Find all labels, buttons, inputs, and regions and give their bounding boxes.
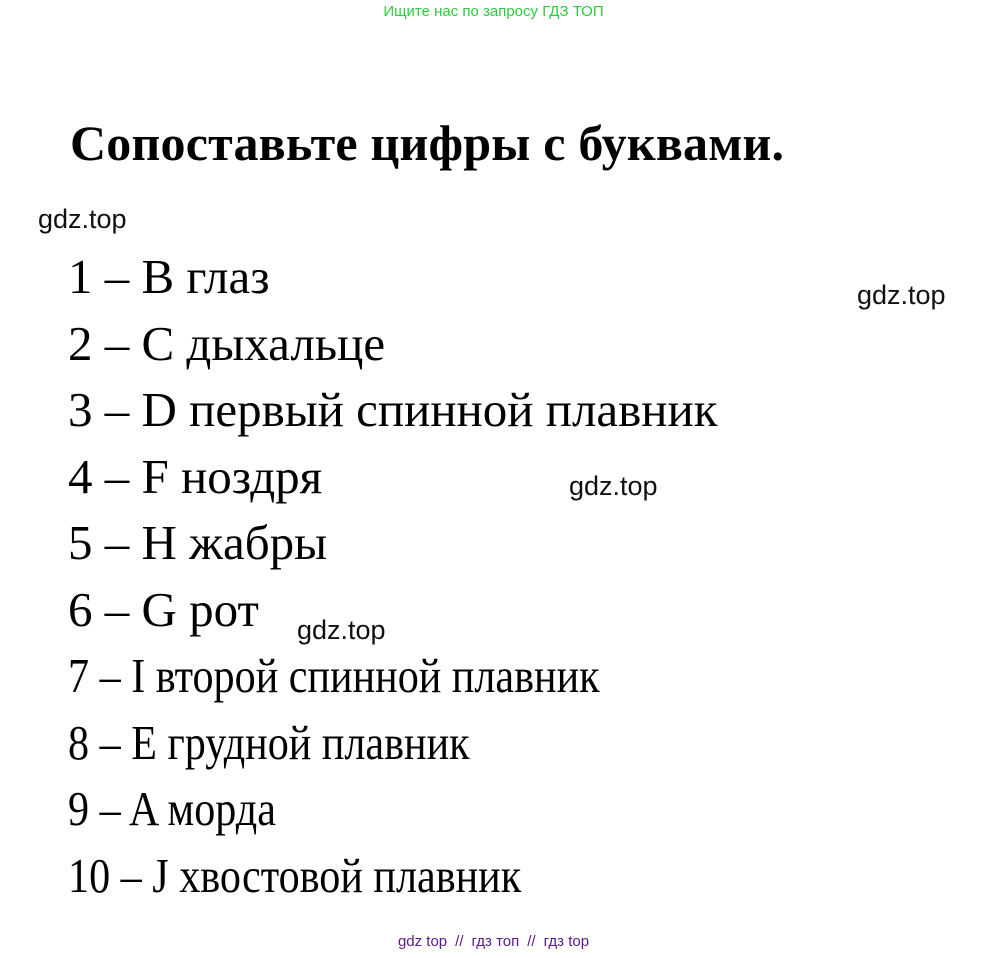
answer-item-5: 5 – H жабры [68,515,328,570]
answer-item-4: 4 – F ноздря [68,448,323,504]
footer-links [0,932,987,952]
search-hint-banner [0,2,987,22]
page-title: Сопоставьте цифры с буквами. [70,115,785,171]
footer-link-gdz-top[interactable]: gdz top [397,933,448,950]
footer-link-gdz-top-mixed[interactable]: гдз top [543,933,590,950]
watermark: gdz.top [857,280,946,310]
answer-item-10: 10 – J хвостовой плавник [68,847,522,903]
watermark: gdz.top [569,471,658,501]
watermark: gdz.top [38,204,127,234]
answer-item-3: 3 – D первый спинной плавник [68,382,718,437]
answer-item-6: 6 – G рот [68,581,259,637]
banner-text: Ищите нас по запросу ГДЗ ТОП [383,3,604,20]
footer-separator: // [455,933,464,950]
answer-item-7: 7 – I второй спинной плавник [68,648,600,703]
footer-link-gdz-top-ru[interactable]: гдз топ [471,933,520,950]
answer-item-1: 1 – B глаз [68,249,270,304]
answer-item-2: 2 – C дыхальце [68,315,386,371]
watermark: gdz.top [297,615,386,645]
answer-item-9: 9 – A морда [68,781,276,836]
footer-separator: // [527,933,536,950]
answer-list [68,244,718,909]
answer-item-8: 8 – E грудной плавник [68,714,470,770]
